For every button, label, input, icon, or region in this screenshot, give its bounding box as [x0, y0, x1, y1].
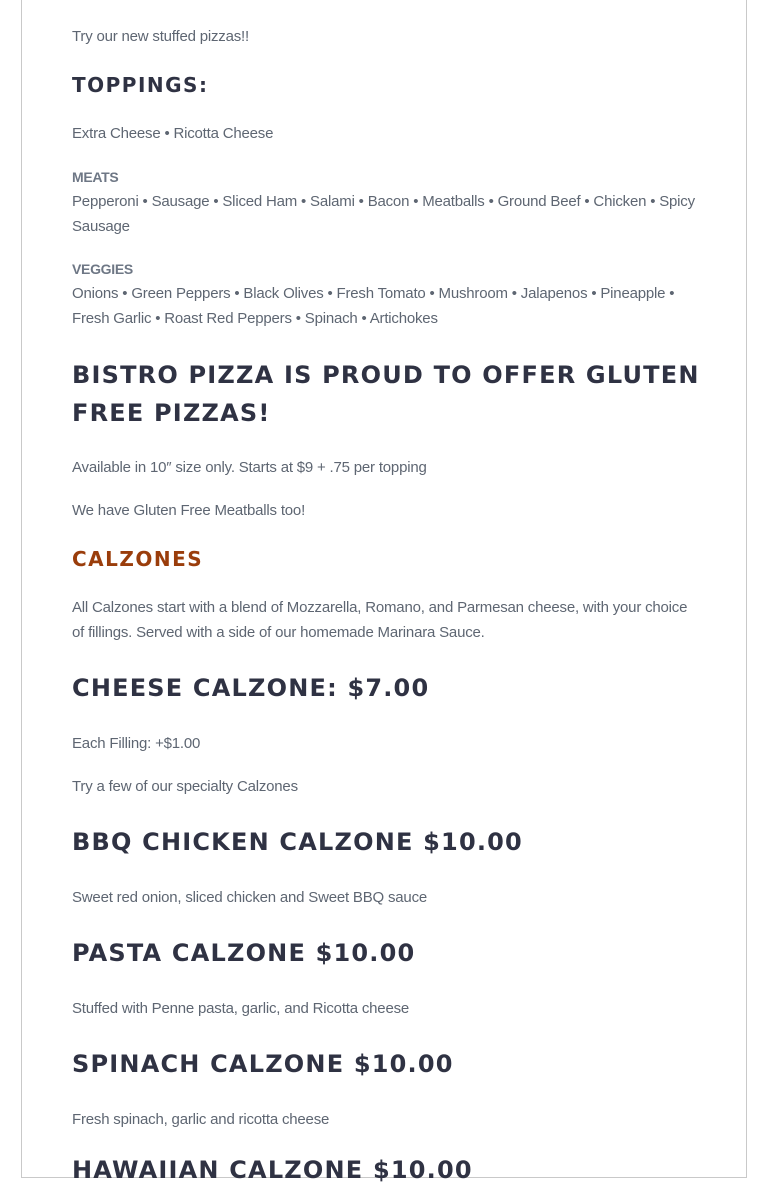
toppings-heading: TOPPINGS:: [72, 73, 209, 97]
cheese-calzone-heading: CHEESE CALZONE: $7.00: [72, 674, 430, 702]
calzone-item-description: Sweet red onion, sliced chicken and Sweet BBQ sauce: [72, 889, 428, 906]
filling-price: Each Filling: +$1.00: [72, 735, 201, 752]
calzones-heading: CALZONES: [72, 547, 204, 571]
calzone-item-name: SPINACH CALZONE $10.00: [72, 1050, 454, 1078]
menu-page: [21, 0, 747, 1184]
gluten-free-meatballs: We have Gluten Free Meatballs too!: [72, 502, 306, 519]
gluten-free-availability: Available in 10″ size only. Starts at $9 + .75 per topping: [72, 459, 427, 476]
veggies-label: VEGGIES: [72, 261, 133, 277]
calzone-item-name: PASTA CALZONE $10.00: [72, 939, 416, 967]
meats-list: Pepperoni • Sausage • Sliced Ham • Salami • Bacon • Meatballs • Ground Beef • Chicken • Spicy Sausage: [72, 193, 695, 235]
intro-text: Try our new stuffed pizzas!!: [72, 28, 249, 45]
meats-label: MEATS: [72, 169, 119, 185]
calzone-item-name: HAWAIIAN CALZONE $10.00: [72, 1156, 473, 1184]
specialty-intro: Try a few of our specialty Calzones: [72, 778, 298, 795]
calzones-description: All Calzones start with a blend of Mozzarella, Romano, and Parmesan cheese, with your choice of fillings. Served with a side of our homemade Marinara Sauce.: [72, 599, 688, 641]
cheese-toppings: Extra Cheese • Ricotta Cheese: [72, 125, 274, 142]
calzone-item-name: BBQ CHICKEN CALZONE $10.00: [72, 828, 523, 856]
gluten-free-heading: BISTRO PIZZA IS PROUD TO OFFER GLUTEN FREE PIZZAS!: [72, 361, 700, 427]
calzone-item-description: Stuffed with Penne pasta, garlic, and Ricotta cheese: [72, 1000, 410, 1017]
calzone-item-description: Fresh spinach, garlic and ricotta cheese: [72, 1111, 330, 1128]
veggies-list: Onions • Green Peppers • Black Olives • Fresh Tomato • Mushroom • Jalapenos • Pineapple • Fresh Garlic • Roast Red Peppers • Spinach • Artichokes: [72, 285, 675, 327]
